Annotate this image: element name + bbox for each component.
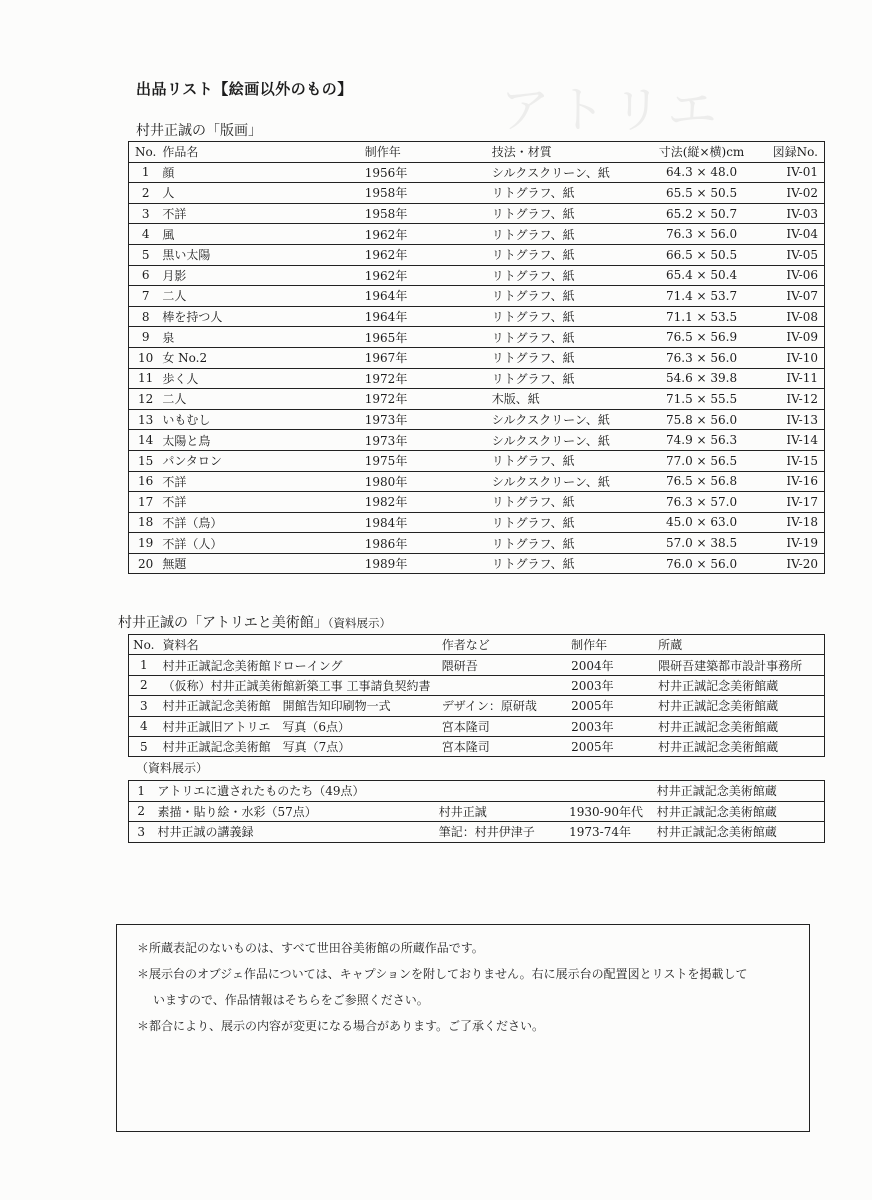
table-cell: 2005年 xyxy=(567,696,654,716)
table-cell: 13 xyxy=(129,409,159,430)
table-cell: IV-12 xyxy=(760,389,825,410)
table-cell: 71.4 × 53.7 xyxy=(643,286,759,307)
table-cell: IV-04 xyxy=(760,224,825,245)
table-cell: 74.9 × 56.3 xyxy=(643,430,759,451)
table-row xyxy=(129,409,825,430)
table-cell: 1 xyxy=(129,781,154,802)
table-cell: 54.6 × 39.8 xyxy=(643,368,759,389)
table-cell: 12 xyxy=(129,389,159,410)
table-row xyxy=(129,162,825,183)
table-cell: リトグラフ、紙 xyxy=(488,347,644,368)
table-cell: 村井正誠記念美術館蔵 xyxy=(654,675,824,695)
column-header: No. xyxy=(129,635,159,655)
table-cell: IV-15 xyxy=(760,450,825,471)
note-line: いますので、作品情報はそちらをご参照ください。 xyxy=(153,993,429,1007)
table-cell: 棒を持つ人 xyxy=(158,306,360,327)
table-cell: 3 xyxy=(129,822,154,843)
table-cell: 不詳 xyxy=(158,492,360,513)
column-header: 所蔵 xyxy=(654,635,824,655)
table-row xyxy=(129,224,825,245)
table-cell: 45.0 × 63.0 xyxy=(643,512,759,533)
table-cell: 65.5 × 50.5 xyxy=(643,183,759,204)
table-cell: 筆記：村井伊津子 xyxy=(435,822,565,843)
table-cell: 1962年 xyxy=(361,224,488,245)
table-cell: 8 xyxy=(129,306,159,327)
table-row xyxy=(129,203,825,224)
table-cell: 不詳 xyxy=(158,203,360,224)
prints-section-title: 村井正誠の「版画」 xyxy=(136,123,262,139)
table-cell: IV-14 xyxy=(760,430,825,451)
table-cell: 9 xyxy=(129,327,159,348)
table-cell: パンタロン xyxy=(158,450,360,471)
documents-table xyxy=(128,634,825,757)
table-cell: 18 xyxy=(129,512,159,533)
table-cell: IV-07 xyxy=(760,286,825,307)
table-cell: リトグラフ、紙 xyxy=(488,492,644,513)
table-cell: 10 xyxy=(129,347,159,368)
table-row xyxy=(129,389,825,410)
table-cell: 1972年 xyxy=(361,368,488,389)
table-cell: 1962年 xyxy=(361,244,488,265)
table-cell: 1986年 xyxy=(361,533,488,554)
table-cell: IV-20 xyxy=(760,553,825,574)
table-cell: IV-10 xyxy=(760,347,825,368)
table-cell: IV-06 xyxy=(760,265,825,286)
table-cell: 1 xyxy=(129,162,159,183)
table-cell: 村井正誠記念美術館 写真（7点） xyxy=(159,736,438,756)
table-cell: 村井正誠 xyxy=(435,801,565,822)
table-cell: 不詳 xyxy=(158,471,360,492)
table-cell: 4 xyxy=(129,224,159,245)
table-cell: 顔 xyxy=(158,162,360,183)
table-cell: IV-05 xyxy=(760,244,825,265)
notes-box xyxy=(116,924,810,1132)
table-row xyxy=(129,801,825,822)
table-cell: IV-02 xyxy=(760,183,825,204)
table-cell: 14 xyxy=(129,430,159,451)
table-row xyxy=(129,512,825,533)
table-cell: 1989年 xyxy=(361,553,488,574)
table-cell: 76.5 × 56.9 xyxy=(643,327,759,348)
table-cell: 不詳（鳥） xyxy=(158,512,360,533)
table-cell: 16 xyxy=(129,471,159,492)
table-cell: 57.0 × 38.5 xyxy=(643,533,759,554)
table-cell: 2004年 xyxy=(567,655,654,675)
table-row xyxy=(129,553,825,574)
table-row xyxy=(129,655,825,675)
table-cell: 1 xyxy=(129,655,159,675)
table-cell: 宮本隆司 xyxy=(438,736,567,756)
table-cell: 泉 xyxy=(158,327,360,348)
table-cell: 隈研吾建築都市設計事務所 xyxy=(654,655,824,675)
table-cell xyxy=(438,675,567,695)
note-line: ＊展示台のオブジェ作品については、キャプションを附しておりません。右に展示台の配置図とリストを掲載して xyxy=(137,967,748,981)
table-cell: 二人 xyxy=(158,286,360,307)
table-cell: 20 xyxy=(129,553,159,574)
table-cell: IV-17 xyxy=(760,492,825,513)
table-cell: IV-19 xyxy=(760,533,825,554)
table-cell: 1956年 xyxy=(361,162,488,183)
table-cell: 1973-74年 xyxy=(565,822,653,843)
table-cell: 3 xyxy=(129,696,159,716)
table-cell: 月影 xyxy=(158,265,360,286)
table-row xyxy=(129,696,825,716)
table-cell: 1958年 xyxy=(361,183,488,204)
table-row xyxy=(129,736,825,756)
table-row xyxy=(129,244,825,265)
table-cell: 65.2 × 50.7 xyxy=(643,203,759,224)
table-cell: 71.5 × 55.5 xyxy=(643,389,759,410)
column-header: 作者など xyxy=(438,635,567,655)
table-cell: IV-01 xyxy=(760,162,825,183)
table-cell: 15 xyxy=(129,450,159,471)
column-header: 制作年 xyxy=(567,635,654,655)
table-cell: 66.5 × 50.5 xyxy=(643,244,759,265)
table-cell: リトグラフ、紙 xyxy=(488,183,644,204)
materials-label: （資料展示） xyxy=(136,761,209,775)
table-row xyxy=(129,450,825,471)
table-cell: 1964年 xyxy=(361,286,488,307)
table-cell: 村井正誠の講義録 xyxy=(153,822,434,843)
table-cell: 1930-90年代 xyxy=(565,801,653,822)
column-header: 資料名 xyxy=(159,635,438,655)
table-cell: シルクスクリーン、紙 xyxy=(488,162,644,183)
table-cell: 無題 xyxy=(158,553,360,574)
table-cell: IV-18 xyxy=(760,512,825,533)
column-header: No. xyxy=(129,142,159,163)
table-cell: 76.0 × 56.0 xyxy=(643,553,759,574)
table-cell: 歩く人 xyxy=(158,368,360,389)
table-cell: 2 xyxy=(129,675,159,695)
table-cell: （仮称）村井正誠美術館新築工事 工事請負契約書 xyxy=(159,675,438,695)
table-cell: IV-13 xyxy=(760,409,825,430)
table-cell: 村井正誠旧アトリエ 写真（6点） xyxy=(159,716,438,736)
table-cell: 76.3 × 56.0 xyxy=(643,347,759,368)
table-cell: シルクスクリーン、紙 xyxy=(488,409,644,430)
documents-title-text: 村井正誠の「アトリエと美術館」 xyxy=(118,615,328,631)
table-row xyxy=(129,716,825,736)
table-cell: 2005年 xyxy=(567,736,654,756)
table-cell: 6 xyxy=(129,265,159,286)
table-cell: 女 No.2 xyxy=(158,347,360,368)
table-row xyxy=(129,430,825,451)
materials-table xyxy=(128,780,825,843)
table-cell: リトグラフ、紙 xyxy=(488,553,644,574)
table-header-row xyxy=(129,635,825,655)
table-cell: 3 xyxy=(129,203,159,224)
table-cell: 7 xyxy=(129,286,159,307)
table-cell: 村井正誠記念美術館蔵 xyxy=(653,822,825,843)
table-cell: 1980年 xyxy=(361,471,488,492)
table-cell: 1965年 xyxy=(361,327,488,348)
table-cell: IV-16 xyxy=(760,471,825,492)
table-row xyxy=(129,368,825,389)
table-cell: 黒い太陽 xyxy=(158,244,360,265)
table-cell: 77.0 × 56.5 xyxy=(643,450,759,471)
table-cell: 村井正誠記念美術館蔵 xyxy=(654,696,824,716)
table-cell: リトグラフ、紙 xyxy=(488,512,644,533)
show-through-decoration: アトリエ xyxy=(500,81,723,139)
table-cell: リトグラフ、紙 xyxy=(488,265,644,286)
table-cell: 村井正誠記念美術館蔵 xyxy=(654,716,824,736)
table-cell: 不詳（人） xyxy=(158,533,360,554)
table-row xyxy=(129,286,825,307)
table-cell: 71.1 × 53.5 xyxy=(643,306,759,327)
table-cell: リトグラフ、紙 xyxy=(488,244,644,265)
table-cell: 76.5 × 56.8 xyxy=(643,471,759,492)
table-cell xyxy=(435,781,565,802)
table-cell: 2 xyxy=(129,801,154,822)
table-row xyxy=(129,265,825,286)
table-cell: 二人 xyxy=(158,389,360,410)
table-cell: シルクスクリーン、紙 xyxy=(488,471,644,492)
table-cell: 5 xyxy=(129,736,159,756)
table-cell: 村井正誠記念美術館ドローイング xyxy=(159,655,438,675)
table-cell: 1984年 xyxy=(361,512,488,533)
table-cell: IV-11 xyxy=(760,368,825,389)
table-row xyxy=(129,347,825,368)
table-cell: 1973年 xyxy=(361,409,488,430)
table-cell: 風 xyxy=(158,224,360,245)
table-cell: リトグラフ、紙 xyxy=(488,286,644,307)
prints-table xyxy=(128,141,825,574)
table-cell: 宮本隆司 xyxy=(438,716,567,736)
table-cell: 隈研吾 xyxy=(438,655,567,675)
table-cell: 4 xyxy=(129,716,159,736)
table-cell: 太陽と鳥 xyxy=(158,430,360,451)
table-cell: IV-09 xyxy=(760,327,825,348)
column-header: 図録No. xyxy=(760,142,825,163)
table-cell: 村井正誠記念美術館蔵 xyxy=(653,801,825,822)
table-cell: 1958年 xyxy=(361,203,488,224)
table-cell: リトグラフ、紙 xyxy=(488,224,644,245)
table-cell: リトグラフ、紙 xyxy=(488,306,644,327)
table-row xyxy=(129,781,825,802)
table-cell: アトリエに遺されたものたち（49点） xyxy=(153,781,434,802)
table-cell: 1982年 xyxy=(361,492,488,513)
table-cell xyxy=(565,781,653,802)
table-cell: リトグラフ、紙 xyxy=(488,327,644,348)
table-cell: IV-03 xyxy=(760,203,825,224)
table-cell: 64.3 × 48.0 xyxy=(643,162,759,183)
table-row xyxy=(129,471,825,492)
table-header-row xyxy=(129,142,825,163)
table-cell: IV-08 xyxy=(760,306,825,327)
table-cell: 1973年 xyxy=(361,430,488,451)
table-cell: 2003年 xyxy=(567,675,654,695)
table-cell: リトグラフ、紙 xyxy=(488,203,644,224)
documents-title-sub: （資料展示） xyxy=(327,616,391,630)
table-cell: 1967年 xyxy=(361,347,488,368)
table-cell: 65.4 × 50.4 xyxy=(643,265,759,286)
table-cell: 5 xyxy=(129,244,159,265)
table-cell: 75.8 × 56.0 xyxy=(643,409,759,430)
table-cell: 人 xyxy=(158,183,360,204)
column-header: 寸法(縦×横)cm xyxy=(643,142,759,163)
table-cell: 村井正誠記念美術館 開館告知印刷物一式 xyxy=(159,696,438,716)
table-cell: 1975年 xyxy=(361,450,488,471)
table-cell: 1962年 xyxy=(361,265,488,286)
table-cell: 木版、紙 xyxy=(488,389,644,410)
table-cell: 11 xyxy=(129,368,159,389)
column-header: 制作年 xyxy=(361,142,488,163)
page-title: 出品リスト【絵画以外のもの】 xyxy=(136,80,353,98)
table-cell: 素描・貼り絵・水彩（57点） xyxy=(153,801,434,822)
table-cell: 76.3 × 56.0 xyxy=(643,224,759,245)
table-cell: 2003年 xyxy=(567,716,654,736)
table-row xyxy=(129,533,825,554)
table-cell: 17 xyxy=(129,492,159,513)
table-cell: いもむし xyxy=(158,409,360,430)
note-line: ＊都合により、展示の内容が変更になる場合があります。ご了承ください。 xyxy=(137,1019,545,1033)
table-cell: リトグラフ、紙 xyxy=(488,450,644,471)
table-row xyxy=(129,492,825,513)
table-row xyxy=(129,306,825,327)
table-cell: リトグラフ、紙 xyxy=(488,368,644,389)
column-header: 技法・材質 xyxy=(488,142,644,163)
table-row xyxy=(129,675,825,695)
table-row xyxy=(129,183,825,204)
table-cell: 76.3 × 57.0 xyxy=(643,492,759,513)
table-row xyxy=(129,822,825,843)
table-cell: 1964年 xyxy=(361,306,488,327)
table-cell: 2 xyxy=(129,183,159,204)
table-cell: シルクスクリーン、紙 xyxy=(488,430,644,451)
table-cell: 村井正誠記念美術館蔵 xyxy=(654,736,824,756)
table-row xyxy=(129,327,825,348)
table-cell: デザイン：原研哉 xyxy=(438,696,567,716)
note-line: ＊所蔵表記のないものは、すべて世田谷美術館の所蔵作品です。 xyxy=(137,941,484,955)
table-cell: リトグラフ、紙 xyxy=(488,533,644,554)
table-cell: 1972年 xyxy=(361,389,488,410)
table-cell: 村井正誠記念美術館蔵 xyxy=(653,781,825,802)
column-header: 作品名 xyxy=(158,142,360,163)
documents-section-title xyxy=(118,612,391,632)
table-cell: 19 xyxy=(129,533,159,554)
